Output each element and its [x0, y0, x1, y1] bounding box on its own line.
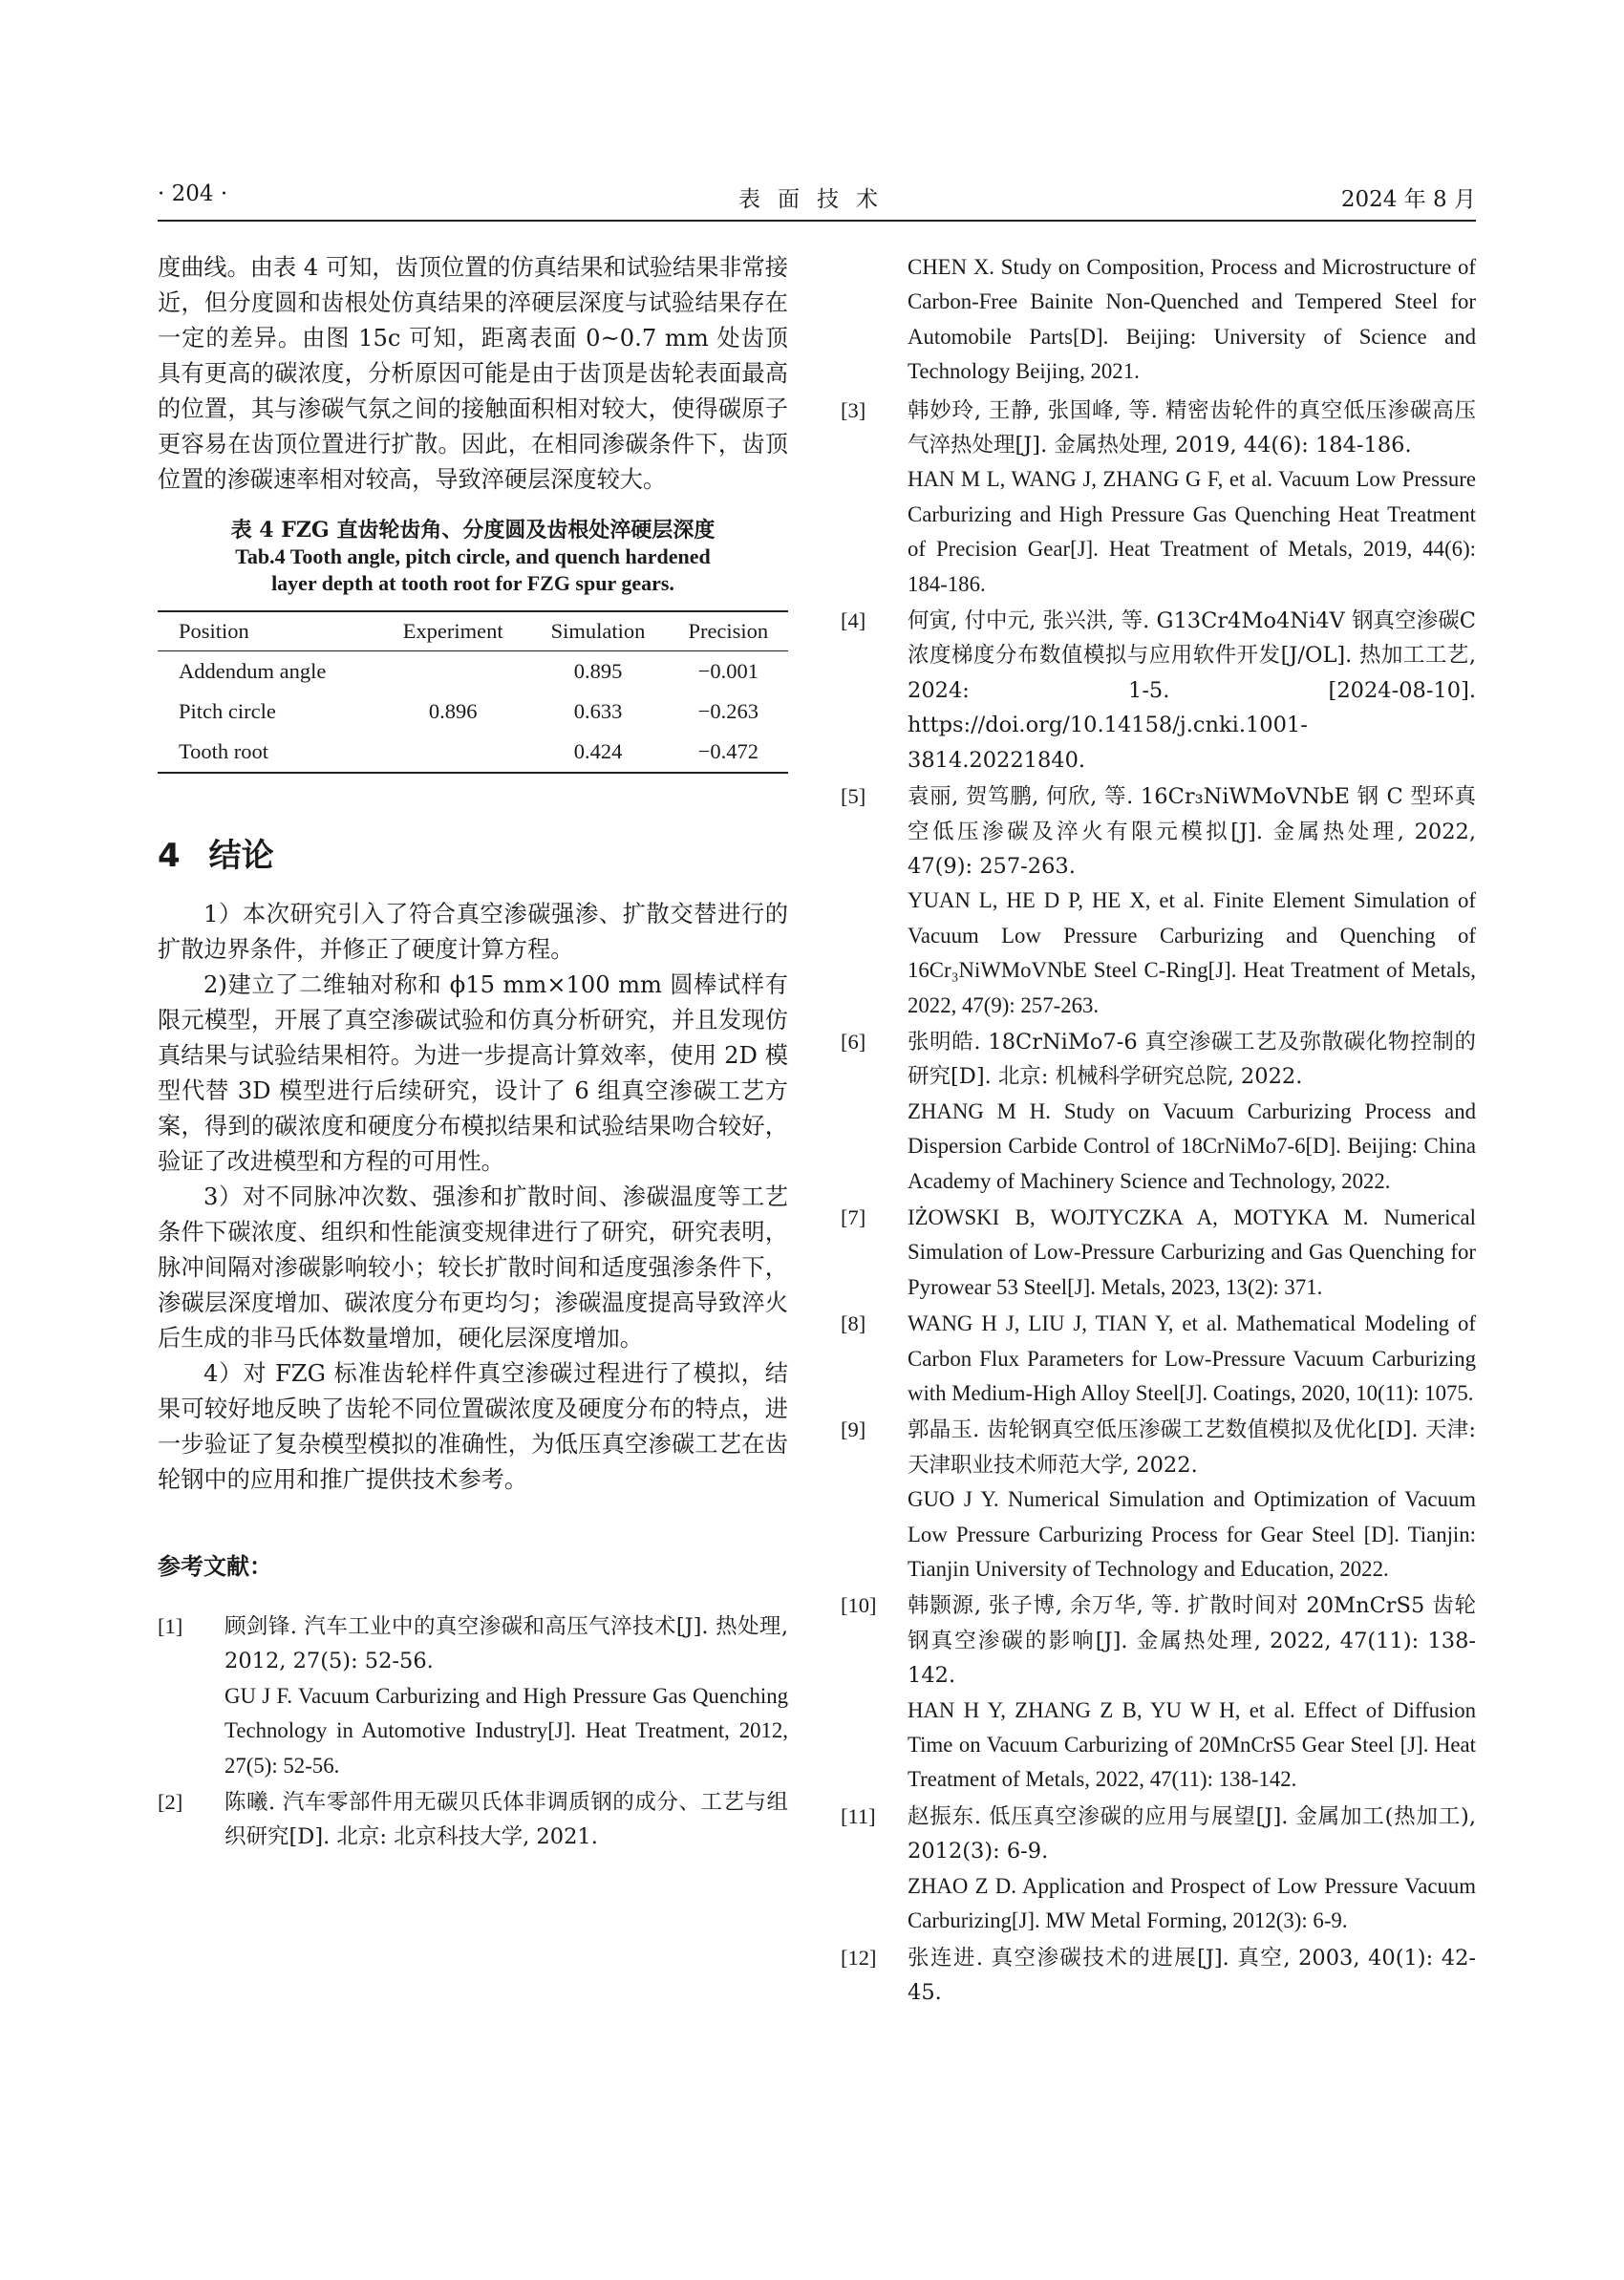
- page-header: [158, 178, 1476, 222]
- reference-cn: 袁丽, 贺笃鹏, 何欣, 等. 16Cr₃NiWMoVNbE 钢 C 型环真空低压渗碳及淬火有限元模拟[J]. 金属热处理, 2022, 47(9): 257-263.: [908, 784, 1476, 879]
- table-caption-cn: 表 4 FZG 直齿轮齿角、分度圆及齿根处淬硬层深度: [230, 518, 716, 543]
- left-column: [158, 250, 788, 1857]
- table-row: [158, 651, 788, 693]
- reference-number: [6]: [841, 1029, 866, 1054]
- reference-item: [841, 1025, 1476, 1199]
- col-header-position: Position: [158, 611, 378, 651]
- reference-number: [2]: [158, 1790, 183, 1815]
- cell-position: Addendum angle: [179, 659, 327, 683]
- reference-item: [841, 1201, 1476, 1305]
- results-table: [158, 610, 788, 774]
- cell-position: Tooth root: [158, 732, 378, 773]
- reference-item: [841, 1941, 1476, 2011]
- reference-cn: 顾剑锋. 汽车工业中的真空渗碳和高压气淬技术[J]. 热处理, 2012, 27(5): 52-56.: [224, 1614, 788, 1674]
- reference-cn: 韩妙玲, 王静, 张国峰, 等. 精密齿轮件的真空低压渗碳高压气淬热处理[J]. 金属热处理, 2019, 44(6): 184-186.: [908, 397, 1476, 458]
- reference-cn: 郭晶玉. 齿轮钢真空低压渗碳工艺数值模拟及优化[D]. 天津: 天津职业技术师范大学, 2022.: [908, 1417, 1476, 1478]
- col-header-experiment: Experiment: [378, 611, 527, 651]
- reference-en: WANG H J, LIU J, TIAN Y, et al. Mathematical Modeling of Carbon Flux Parameters for Low-Pressure Vacuum Carburizing with Medium-High Alloy Steel[J]. Coatings, 2020, 10(11): 1075.: [908, 1311, 1476, 1405]
- reference-number: [1]: [158, 1614, 183, 1638]
- reference-item: [158, 1785, 788, 1855]
- cell-precision: −0.001: [697, 659, 759, 683]
- page-number: · 204 ·: [158, 181, 228, 206]
- reference-cn: 张明皓. 18CrNiMo7-6 真空渗碳工艺及弥散碳化物控制的研究[D]. 北京: 机械科学研究总院, 2022.: [908, 1029, 1476, 1090]
- reference-cn: 何寅, 付中元, 张兴洪, 等. G13Cr4Mo4Ni4V 钢真空渗碳C浓度梯度分布数值模拟与应用软件开发[J/OL]. 热加工工艺, 2024: 1-5. [2024-08-10]. https://doi.org/10.14158/j.cnki.1001-3814.20221840.: [908, 608, 1476, 773]
- reference-item: [841, 1800, 1476, 1939]
- reference-en: YUAN L, HE D P, HE X, et al. Finite Element Simulation of Vacuum Low Pressure Carburizing and Quenching of 16Cr₃NiWMoVNbE Steel C-Ring[J]. Heat Treatment of Metals, 2022, 47(9): 257-263.: [908, 888, 1476, 1017]
- cell-precision: −0.472: [669, 732, 788, 773]
- reference-number: [3]: [841, 397, 866, 422]
- section-heading: [158, 829, 788, 876]
- cell-experiment: [378, 732, 527, 773]
- journal-title: 表面技术: [738, 187, 895, 212]
- reference-en: ZHAO Z D. Application and Prospect of Low Pressure Vacuum Carburizing[J]. MW Metal Forming, 2012(3): 6-9.: [908, 1873, 1476, 1933]
- reference-en: ZHANG M H. Study on Vacuum Carburizing Process and Dispersion Carbide Control of 18CrNiMo7-6[D]. Beijing: China Academy of Machinery Science and Technology, 2022.: [908, 1098, 1476, 1193]
- cell-position: Pitch circle: [179, 699, 276, 723]
- reference-cn: 赵振东. 低压真空渗碳的应用与展望[J]. 金属加工(热加工), 2012(3): 6-9.: [908, 1803, 1476, 1864]
- conclusion-1: 1）本次研究引入了符合真空渗碳强渗、扩散交替进行的扩散边界条件，并修正了硬度计算方程。: [158, 901, 788, 963]
- cell-experiment: [378, 651, 527, 693]
- references-title: 参考文献：: [158, 1553, 272, 1580]
- cell-experiment: 0.896: [428, 699, 478, 723]
- reference-number: [12]: [841, 1945, 877, 1970]
- table-caption: [158, 517, 788, 597]
- table-header-row: [158, 611, 788, 651]
- reference-item: [841, 1413, 1476, 1587]
- reference-item: [841, 604, 1476, 778]
- conclusion-4: 4）对 FZG 标准齿轮样件真空渗碳过程进行了模拟，结果可较好地反映了齿轮不同位置碳浓度及硬度分布的特点，进一步验证了复杂模型模拟的准确性，为低压真空渗碳工艺在齿轮钢中的应用和推广提供技术参考。: [158, 1360, 788, 1493]
- reference-item: [841, 1588, 1476, 1797]
- reference-cn: 韩颢源, 张子博, 余万华, 等. 扩散时间对 20MnCrS5 齿轮钢真空渗碳的影响[J]. 金属热处理, 2022, 47(11): 138-142.: [908, 1593, 1476, 1689]
- cell-simulation: 0.633: [573, 699, 623, 723]
- cell-precision: −0.263: [697, 699, 759, 723]
- reference-item: [841, 779, 1476, 1023]
- cell-simulation: 0.424: [527, 732, 668, 773]
- table-caption-en-2: layer depth at tooth root for FZG spur gears.: [271, 571, 674, 595]
- section-number: 4: [158, 837, 181, 875]
- reference-item: [841, 1307, 1476, 1411]
- reference-en: GU J F. Vacuum Carburizing and High Pressure Gas Quenching Technology in Automotive Industry[J]. Heat Treatment, 2012, 27(5): 52-56.: [224, 1683, 788, 1778]
- reference-item-continued: [841, 250, 1476, 390]
- reference-en: CHEN X. Study on Composition, Process and Microstructure of Carbon-Free Bainite Non-Quenched and Tempered Steel for Automobile Parts[D]. Beijing: University of Science and Technology Beijing, 2021.: [908, 255, 1476, 384]
- reference-number: [4]: [841, 608, 866, 633]
- section-title: 结论: [208, 837, 274, 875]
- reference-item: [841, 394, 1476, 602]
- table-row: [158, 692, 788, 732]
- reference-en: HAN M L, WANG J, ZHANG G F, et al. Vacuum Low Pressure Carburizing and High Pressure Gas Quenching Heat Treatment of Precision Gear[J]. Heat Treatment of Metals, 2019, 44(6): 184-186.: [908, 467, 1476, 596]
- conclusion-3: 3）对不同脉冲次数、强渗和扩散时间、渗碳温度等工艺条件下碳浓度、组织和性能演变规律进行了研究，研究表明，脉冲间隔对渗碳影响较小；较长扩散时间和适度强渗条件下，渗碳层深度增加、碳浓度分布更均匀；渗碳温度提高导致淬火后生成的非马氏体数量增加，硬化层深度增加。: [158, 1183, 788, 1352]
- reference-en: IŻOWSKI B, WOJTYCZKA A, MOTYKA M. Numerical Simulation of Low-Pressure Carburizing and Gas Quenching for Pyrowear 53 Steel[J]. Metals, 2023, 13(2): 371.: [908, 1204, 1476, 1299]
- right-column: [841, 250, 1476, 2012]
- table-caption-en-1: Tab.4 Tooth angle, pitch circle, and quench hardened: [235, 544, 711, 568]
- table-row: [158, 732, 788, 773]
- cell-simulation: 0.895: [573, 659, 623, 683]
- reference-cn: 张连进. 真空渗碳技术的进展[J]. 真空, 2003, 40(1): 42-45.: [908, 1945, 1476, 2005]
- reference-cn: 陈曦. 汽车零部件用无碳贝氏体非调质钢的成分、工艺与组织研究[D]. 北京: 北京科技大学, 2021.: [224, 1790, 788, 1850]
- reference-en: GUO J Y. Numerical Simulation and Optimization of Vacuum Low Pressure Carburizing Process for Gear Steel [D]. Tianjin: Tianjin University of Technology and Education, 2022.: [908, 1487, 1476, 1582]
- col-header-simulation: Simulation: [527, 611, 668, 651]
- reference-number: [11]: [841, 1803, 876, 1828]
- reference-item: [158, 1609, 788, 1783]
- reference-en: HAN H Y, ZHANG Z B, YU W H, et al. Effect of Diffusion Time on Vacuum Carburizing of 20MnCrS5 Gear Steel [J]. Heat Treatment of Metals, 2022, 47(11): 138-142.: [908, 1697, 1476, 1792]
- reference-number: [10]: [841, 1593, 877, 1618]
- intro-paragraph: 度曲线。由表 4 可知，齿顶位置的仿真结果和试验结果非常接近，但分度圆和齿根处仿真结果的淬硬层深度与试验结果存在一定的差异。由图 15c 可知，距离表面 0~0.7 mm 处齿顶具有更高的碳浓度，分析原因可能是由于齿顶是齿轮表面最高的位置，其与渗碳气氛之间的接触面积相对较大，使得碳原子更容易在齿顶位置进行扩散。因此，在相同渗碳条件下，齿顶位置的渗碳速率相对较高，导致淬硬层深度较大。: [158, 254, 788, 493]
- reference-number: [7]: [841, 1204, 866, 1229]
- reference-number: [8]: [841, 1311, 866, 1336]
- conclusion-2: 2)建立了二维轴对称和 ϕ15 mm×100 mm 圆棒试样有限元模型，开展了真空渗碳试验和仿真分析研究，并且发现仿真结果与试验结果相符。为进一步提高计算效率，使用 2D 模型代替 3D 模型进行后续研究，设计了 6 组真空渗碳工艺方案，得到的碳浓度和硬度分布模拟结果和试验结果吻合较好，验证了改进模型和方程的可用性。: [158, 971, 788, 1175]
- issue-date: 2024 年 8 月: [1340, 187, 1476, 212]
- col-header-precision: Precision: [669, 611, 788, 651]
- reference-number: [9]: [841, 1417, 866, 1442]
- reference-number: [5]: [841, 784, 866, 809]
